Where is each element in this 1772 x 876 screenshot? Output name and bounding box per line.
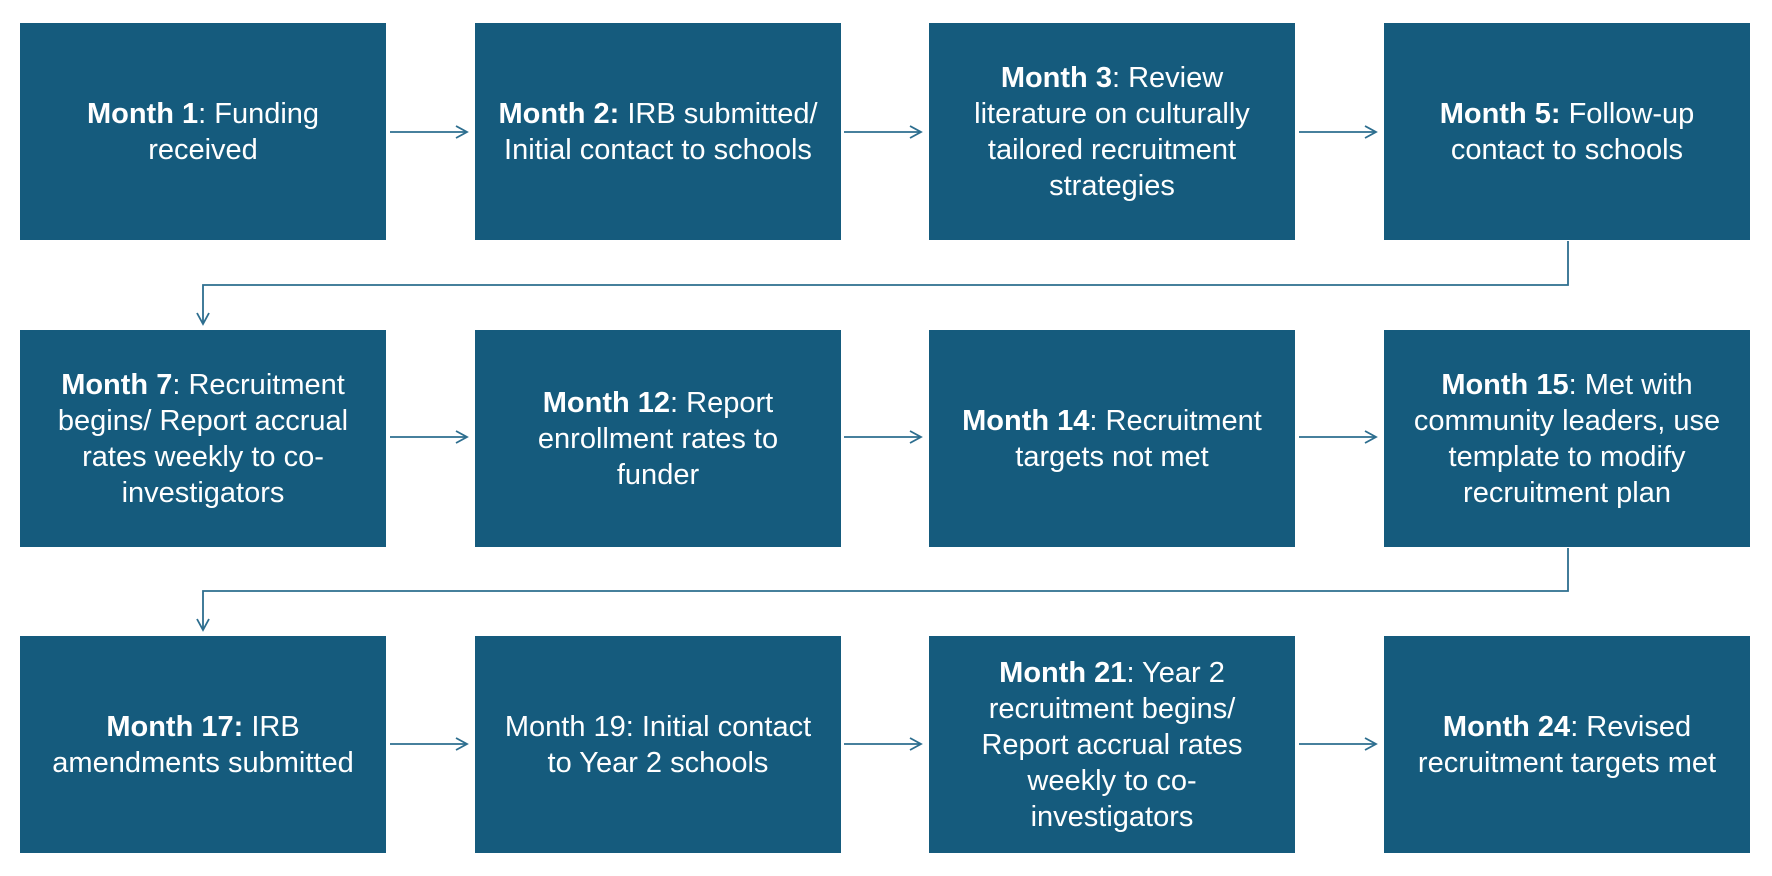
step-month-5	[1384, 23, 1750, 240]
step-month-5-text: Month 5: Follow-up contact to schools	[1439, 97, 1695, 166]
step-month-21	[929, 636, 1295, 853]
step-month-7-text: Month 7: Recruitment begins/ Report accrual rates weekly to co-investigators	[57, 368, 349, 509]
step-month-24	[1384, 636, 1750, 853]
arrow-4-5	[203, 241, 1568, 324]
step-month-7	[20, 330, 386, 547]
step-month-17	[20, 636, 386, 853]
step-month-1	[20, 23, 386, 240]
step-month-21-text: Month 21: Year 2 recruitment begins/ Report accrual rates weekly to co-investigators	[981, 656, 1243, 833]
arrow-8-9	[203, 548, 1568, 630]
step-month-14	[929, 330, 1295, 547]
step-month-2-text: Month 2: IRB submitted/ Initial contact to schools	[498, 97, 818, 166]
step-month-19-text: Month 19: Initial contact to Year 2 schools	[504, 710, 812, 779]
step-month-24-text: Month 24: Revised recruitment targets met	[1417, 710, 1717, 779]
step-month-19	[475, 636, 841, 853]
step-month-15	[1384, 330, 1750, 547]
step-month-1-text: Month 1: Funding received	[86, 97, 320, 166]
step-month-12	[475, 330, 841, 547]
step-month-3	[929, 23, 1295, 240]
step-month-2	[475, 23, 841, 240]
step-month-3-text: Month 3: Review literature on culturally tailored recruitment strategies	[974, 61, 1250, 202]
step-month-12-text: Month 12: Report enrollment rates to funder	[537, 386, 779, 491]
step-month-17-text: Month 17: IRB amendments submitted	[52, 710, 354, 779]
step-month-14-text: Month 14: Recruitment targets not met	[962, 404, 1262, 473]
step-month-15-text: Month 15: Met with community leaders, use template to modify recruitment plan	[1413, 368, 1721, 509]
